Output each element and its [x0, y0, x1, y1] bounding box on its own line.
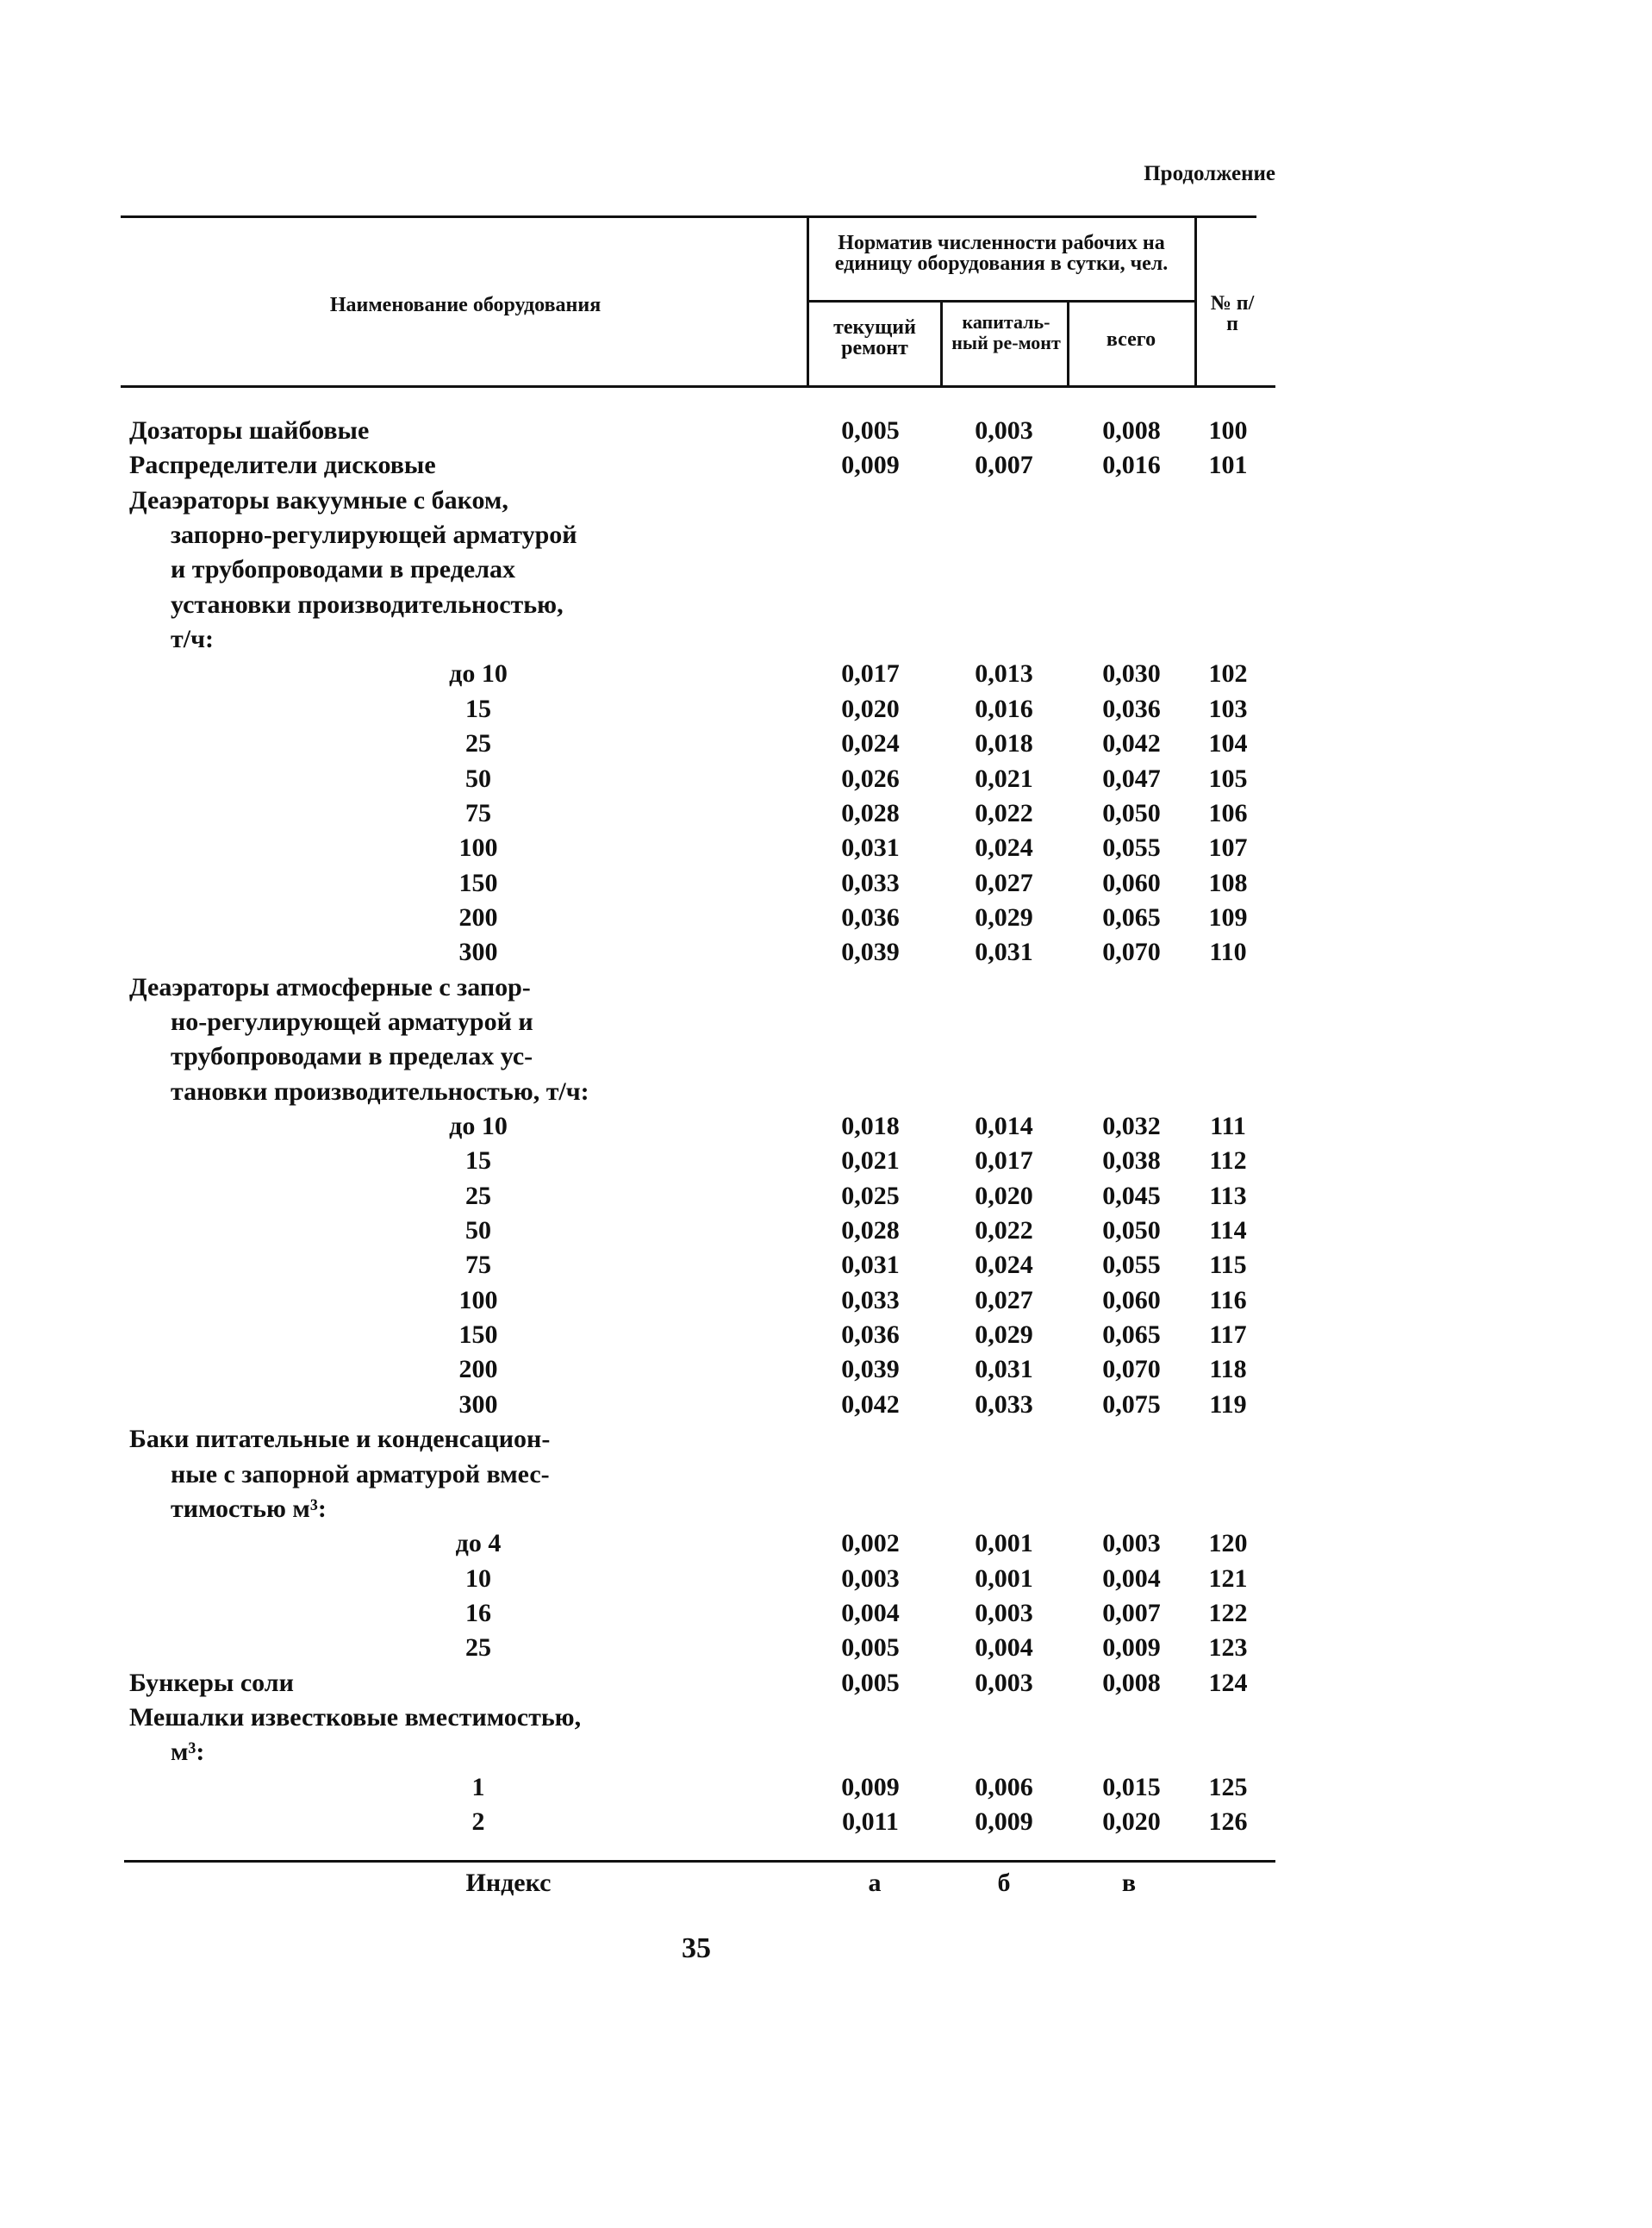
row-number: 105 [1208, 764, 1248, 793]
row-name: Распределители дисковые [129, 451, 436, 480]
table-row [0, 1005, 1652, 1039]
row-size-label: 100 [458, 833, 498, 863]
row-current-value: 0,042 [841, 1389, 900, 1419]
row-capital-value: 0,003 [975, 416, 1033, 445]
row-name: Мешалки известковые вместимостью, [129, 1702, 582, 1732]
row-name: м³: [171, 1738, 205, 1767]
row-current-value: 0,033 [841, 868, 900, 897]
row-capital-value: 0,031 [975, 1355, 1033, 1384]
header-total: всего [1106, 328, 1156, 351]
row-current-value: 0,005 [841, 1633, 900, 1663]
row-number: 112 [1209, 1146, 1247, 1176]
row-name: установки производительностью, [171, 590, 564, 619]
row-total-value: 0,045 [1102, 1181, 1161, 1210]
row-capital-value: 0,029 [975, 1320, 1033, 1350]
row-number: 111 [1210, 1112, 1246, 1140]
row-number: 124 [1208, 1668, 1248, 1697]
row-name: запорно-регулирующей арматурой [171, 521, 577, 550]
row-total-value: 0,060 [1102, 868, 1161, 897]
row-current-value: 0,028 [841, 1216, 900, 1245]
index-b: б [997, 1869, 1011, 1897]
table-row [0, 1457, 1652, 1492]
row-total-value: 0,070 [1102, 938, 1161, 967]
header-norm-group: Норматив численности рабочих на единицу оборудования в сутки, чел. [834, 232, 1169, 275]
row-size-label: 15 [465, 1146, 491, 1176]
row-total-value: 0,008 [1102, 1668, 1161, 1697]
row-size-label: до 4 [455, 1529, 502, 1558]
row-current-value: 0,026 [841, 764, 900, 793]
table-row [0, 1248, 1652, 1283]
row-total-value: 0,050 [1102, 798, 1161, 827]
header-divider-4 [1194, 215, 1197, 386]
table-row [0, 484, 1652, 518]
row-total-value: 0,016 [1102, 451, 1161, 480]
row-number: 114 [1209, 1216, 1247, 1245]
row-size-label: 75 [465, 1251, 491, 1280]
row-total-value: 0,050 [1102, 1216, 1161, 1245]
row-current-value: 0,036 [841, 902, 900, 932]
row-current-value: 0,036 [841, 1320, 900, 1350]
row-capital-value: 0,004 [975, 1633, 1033, 1663]
row-current-value: 0,025 [841, 1181, 900, 1210]
row-capital-value: 0,016 [975, 694, 1033, 723]
continuation-label: Продолжение [1144, 162, 1275, 185]
row-name: Бункеры соли [129, 1668, 294, 1697]
table-row [0, 1179, 1652, 1214]
row-name: ные с запорной арматурой вмес- [171, 1459, 550, 1488]
row-name: Дозаторы шайбовые [129, 416, 370, 445]
row-capital-value: 0,021 [975, 764, 1033, 793]
row-total-value: 0,065 [1102, 1320, 1161, 1350]
table-row [0, 1735, 1652, 1769]
row-number: 123 [1208, 1633, 1248, 1663]
index-a: а [868, 1869, 882, 1897]
row-size-label: 150 [458, 868, 498, 897]
row-number: 109 [1208, 902, 1248, 932]
row-total-value: 0,003 [1102, 1529, 1161, 1558]
row-size-label: до 10 [449, 1112, 508, 1140]
row-number: 125 [1208, 1772, 1248, 1801]
row-name: тановки производительностью, т/ч: [171, 1077, 589, 1106]
row-current-value: 0,005 [841, 1668, 900, 1697]
table-row [0, 448, 1652, 483]
table-row [0, 622, 1652, 657]
table-row [0, 1388, 1652, 1422]
row-total-value: 0,009 [1102, 1633, 1161, 1663]
row-total-value: 0,060 [1102, 1285, 1161, 1314]
table-row [0, 762, 1652, 796]
row-capital-value: 0,020 [975, 1181, 1033, 1210]
row-total-value: 0,070 [1102, 1355, 1161, 1384]
row-current-value: 0,009 [841, 451, 900, 480]
row-total-value: 0,004 [1102, 1563, 1161, 1593]
table-row [0, 866, 1652, 901]
row-current-value: 0,020 [841, 694, 900, 723]
row-size-label: 16 [465, 1598, 491, 1627]
row-capital-value: 0,003 [975, 1668, 1033, 1697]
table-row [0, 1596, 1652, 1631]
table-row [0, 1631, 1652, 1665]
row-total-value: 0,065 [1102, 902, 1161, 932]
table-row [0, 1318, 1652, 1352]
row-size-label: 2 [471, 1807, 485, 1836]
row-size-label: 1 [471, 1772, 485, 1801]
table-row [0, 552, 1652, 587]
table-row [0, 831, 1652, 865]
table-row [0, 588, 1652, 622]
row-size-label: 300 [458, 1389, 498, 1419]
table-row [0, 1666, 1652, 1701]
table-row [0, 1526, 1652, 1561]
table-row [0, 1701, 1652, 1735]
row-size-label: 200 [458, 902, 498, 932]
table-row [0, 1805, 1652, 1839]
row-total-value: 0,038 [1102, 1146, 1161, 1176]
row-size-label: 300 [458, 938, 498, 967]
row-number: 117 [1209, 1320, 1247, 1350]
row-number: 120 [1208, 1529, 1248, 1558]
row-total-value: 0,007 [1102, 1598, 1161, 1627]
header-divider-2 [940, 301, 943, 386]
row-current-value: 0,028 [841, 798, 900, 827]
row-number: 116 [1209, 1285, 1247, 1314]
row-capital-value: 0,006 [975, 1772, 1033, 1801]
row-total-value: 0,047 [1102, 764, 1161, 793]
row-number: 102 [1208, 659, 1248, 689]
row-current-value: 0,039 [841, 1355, 900, 1384]
row-size-label: 15 [465, 694, 491, 723]
row-size-label: 200 [458, 1355, 498, 1384]
row-total-value: 0,032 [1102, 1112, 1161, 1140]
row-number: 113 [1209, 1181, 1247, 1210]
row-number: 115 [1209, 1251, 1247, 1280]
row-capital-value: 0,018 [975, 729, 1033, 758]
row-capital-value: 0,027 [975, 868, 1033, 897]
row-current-value: 0,018 [841, 1112, 900, 1140]
table-row [0, 657, 1652, 691]
row-name: тимостью м³: [171, 1494, 327, 1523]
row-capital-value: 0,001 [975, 1529, 1033, 1558]
row-name: т/ч: [171, 625, 214, 654]
row-size-label: 50 [465, 1216, 491, 1245]
row-name: Баки питательные и конденсацион- [129, 1425, 551, 1454]
footer-rule [124, 1860, 1275, 1863]
row-number: 107 [1208, 833, 1248, 863]
row-number: 118 [1209, 1355, 1247, 1384]
row-capital-value: 0,017 [975, 1146, 1033, 1176]
row-capital-value: 0,022 [975, 798, 1033, 827]
row-size-label: до 10 [449, 659, 508, 689]
row-capital-value: 0,024 [975, 1251, 1033, 1280]
table-row [0, 1283, 1652, 1318]
row-current-value: 0,011 [842, 1807, 899, 1836]
row-name: трубопроводами в пределах ус- [171, 1042, 533, 1071]
row-number: 103 [1208, 694, 1248, 723]
page-number: 35 [682, 1932, 711, 1964]
row-size-label: 25 [465, 1181, 491, 1210]
header-capital: капиталь-ный ре-монт [951, 311, 1061, 353]
row-current-value: 0,009 [841, 1772, 900, 1801]
row-number: 119 [1209, 1389, 1247, 1419]
header-name: Наименование оборудования [329, 294, 602, 316]
row-size-label: 150 [458, 1320, 498, 1350]
table-row [0, 1562, 1652, 1596]
row-capital-value: 0,029 [975, 902, 1033, 932]
table-row [0, 1075, 1652, 1109]
row-current-value: 0,004 [841, 1598, 900, 1627]
header-top-rule [121, 215, 1256, 218]
table-row [0, 518, 1652, 552]
row-total-value: 0,015 [1102, 1772, 1161, 1801]
row-size-label: 50 [465, 764, 491, 793]
header-divider-3 [1067, 301, 1069, 386]
table-row [0, 692, 1652, 727]
table-row [0, 796, 1652, 831]
row-number: 110 [1209, 938, 1247, 967]
row-current-value: 0,031 [841, 833, 900, 863]
header-divider-1 [807, 215, 809, 386]
row-name: и трубопроводами в пределах [171, 555, 516, 584]
row-total-value: 0,055 [1102, 1251, 1161, 1280]
row-size-label: 100 [458, 1285, 498, 1314]
row-capital-value: 0,024 [975, 833, 1033, 863]
row-size-label: 25 [465, 729, 491, 758]
row-current-value: 0,021 [841, 1146, 900, 1176]
table-row [0, 1144, 1652, 1178]
row-number: 122 [1208, 1598, 1248, 1627]
row-current-value: 0,031 [841, 1251, 900, 1280]
row-number: 100 [1208, 416, 1248, 445]
row-total-value: 0,030 [1102, 659, 1161, 689]
table-row [0, 727, 1652, 761]
row-current-value: 0,017 [841, 659, 900, 689]
table-row [0, 1109, 1652, 1144]
table-row [0, 1352, 1652, 1387]
row-number: 106 [1208, 798, 1248, 827]
row-size-label: 25 [465, 1633, 491, 1663]
row-total-value: 0,008 [1102, 416, 1161, 445]
index-c: в [1121, 1869, 1137, 1897]
row-current-value: 0,039 [841, 938, 900, 967]
row-number: 126 [1208, 1807, 1248, 1836]
header-number: № п/п [1210, 292, 1255, 335]
row-name: но-регулирующей арматурой и [171, 1007, 533, 1036]
row-current-value: 0,003 [841, 1563, 900, 1593]
table-row [0, 1039, 1652, 1074]
row-current-value: 0,024 [841, 729, 900, 758]
row-total-value: 0,075 [1102, 1389, 1161, 1419]
row-total-value: 0,036 [1102, 694, 1161, 723]
row-size-label: 10 [465, 1563, 491, 1593]
table-row [0, 1214, 1652, 1248]
table-row [0, 1492, 1652, 1526]
table-row [0, 935, 1652, 970]
row-capital-value: 0,001 [975, 1563, 1033, 1593]
row-capital-value: 0,007 [975, 451, 1033, 480]
row-current-value: 0,033 [841, 1285, 900, 1314]
header-current: текущий ремонт [833, 316, 916, 359]
row-total-value: 0,020 [1102, 1807, 1161, 1836]
row-capital-value: 0,027 [975, 1285, 1033, 1314]
index-label: Индекс [465, 1869, 552, 1897]
row-capital-value: 0,022 [975, 1216, 1033, 1245]
header-bottom-rule [121, 385, 1275, 388]
row-capital-value: 0,013 [975, 659, 1033, 689]
row-total-value: 0,055 [1102, 833, 1161, 863]
row-size-label: 75 [465, 798, 491, 827]
row-number: 108 [1208, 868, 1248, 897]
row-number: 104 [1208, 729, 1248, 758]
row-name: Деаэраторы вакуумные с баком, [129, 485, 508, 515]
table-row [0, 1770, 1652, 1805]
row-number: 121 [1208, 1563, 1248, 1593]
table-row [0, 414, 1652, 448]
row-capital-value: 0,031 [975, 938, 1033, 967]
row-capital-value: 0,009 [975, 1807, 1033, 1836]
table-row [0, 901, 1652, 935]
row-capital-value: 0,014 [975, 1112, 1033, 1140]
row-name: Деаэраторы атмосферные с запор- [129, 972, 531, 1002]
row-current-value: 0,002 [841, 1529, 900, 1558]
row-total-value: 0,042 [1102, 729, 1161, 758]
table-row [0, 1422, 1652, 1457]
row-capital-value: 0,033 [975, 1389, 1033, 1419]
row-current-value: 0,005 [841, 416, 900, 445]
header-mid-rule [807, 300, 1194, 303]
table-row [0, 970, 1652, 1005]
row-number: 101 [1208, 451, 1248, 480]
row-capital-value: 0,003 [975, 1598, 1033, 1627]
